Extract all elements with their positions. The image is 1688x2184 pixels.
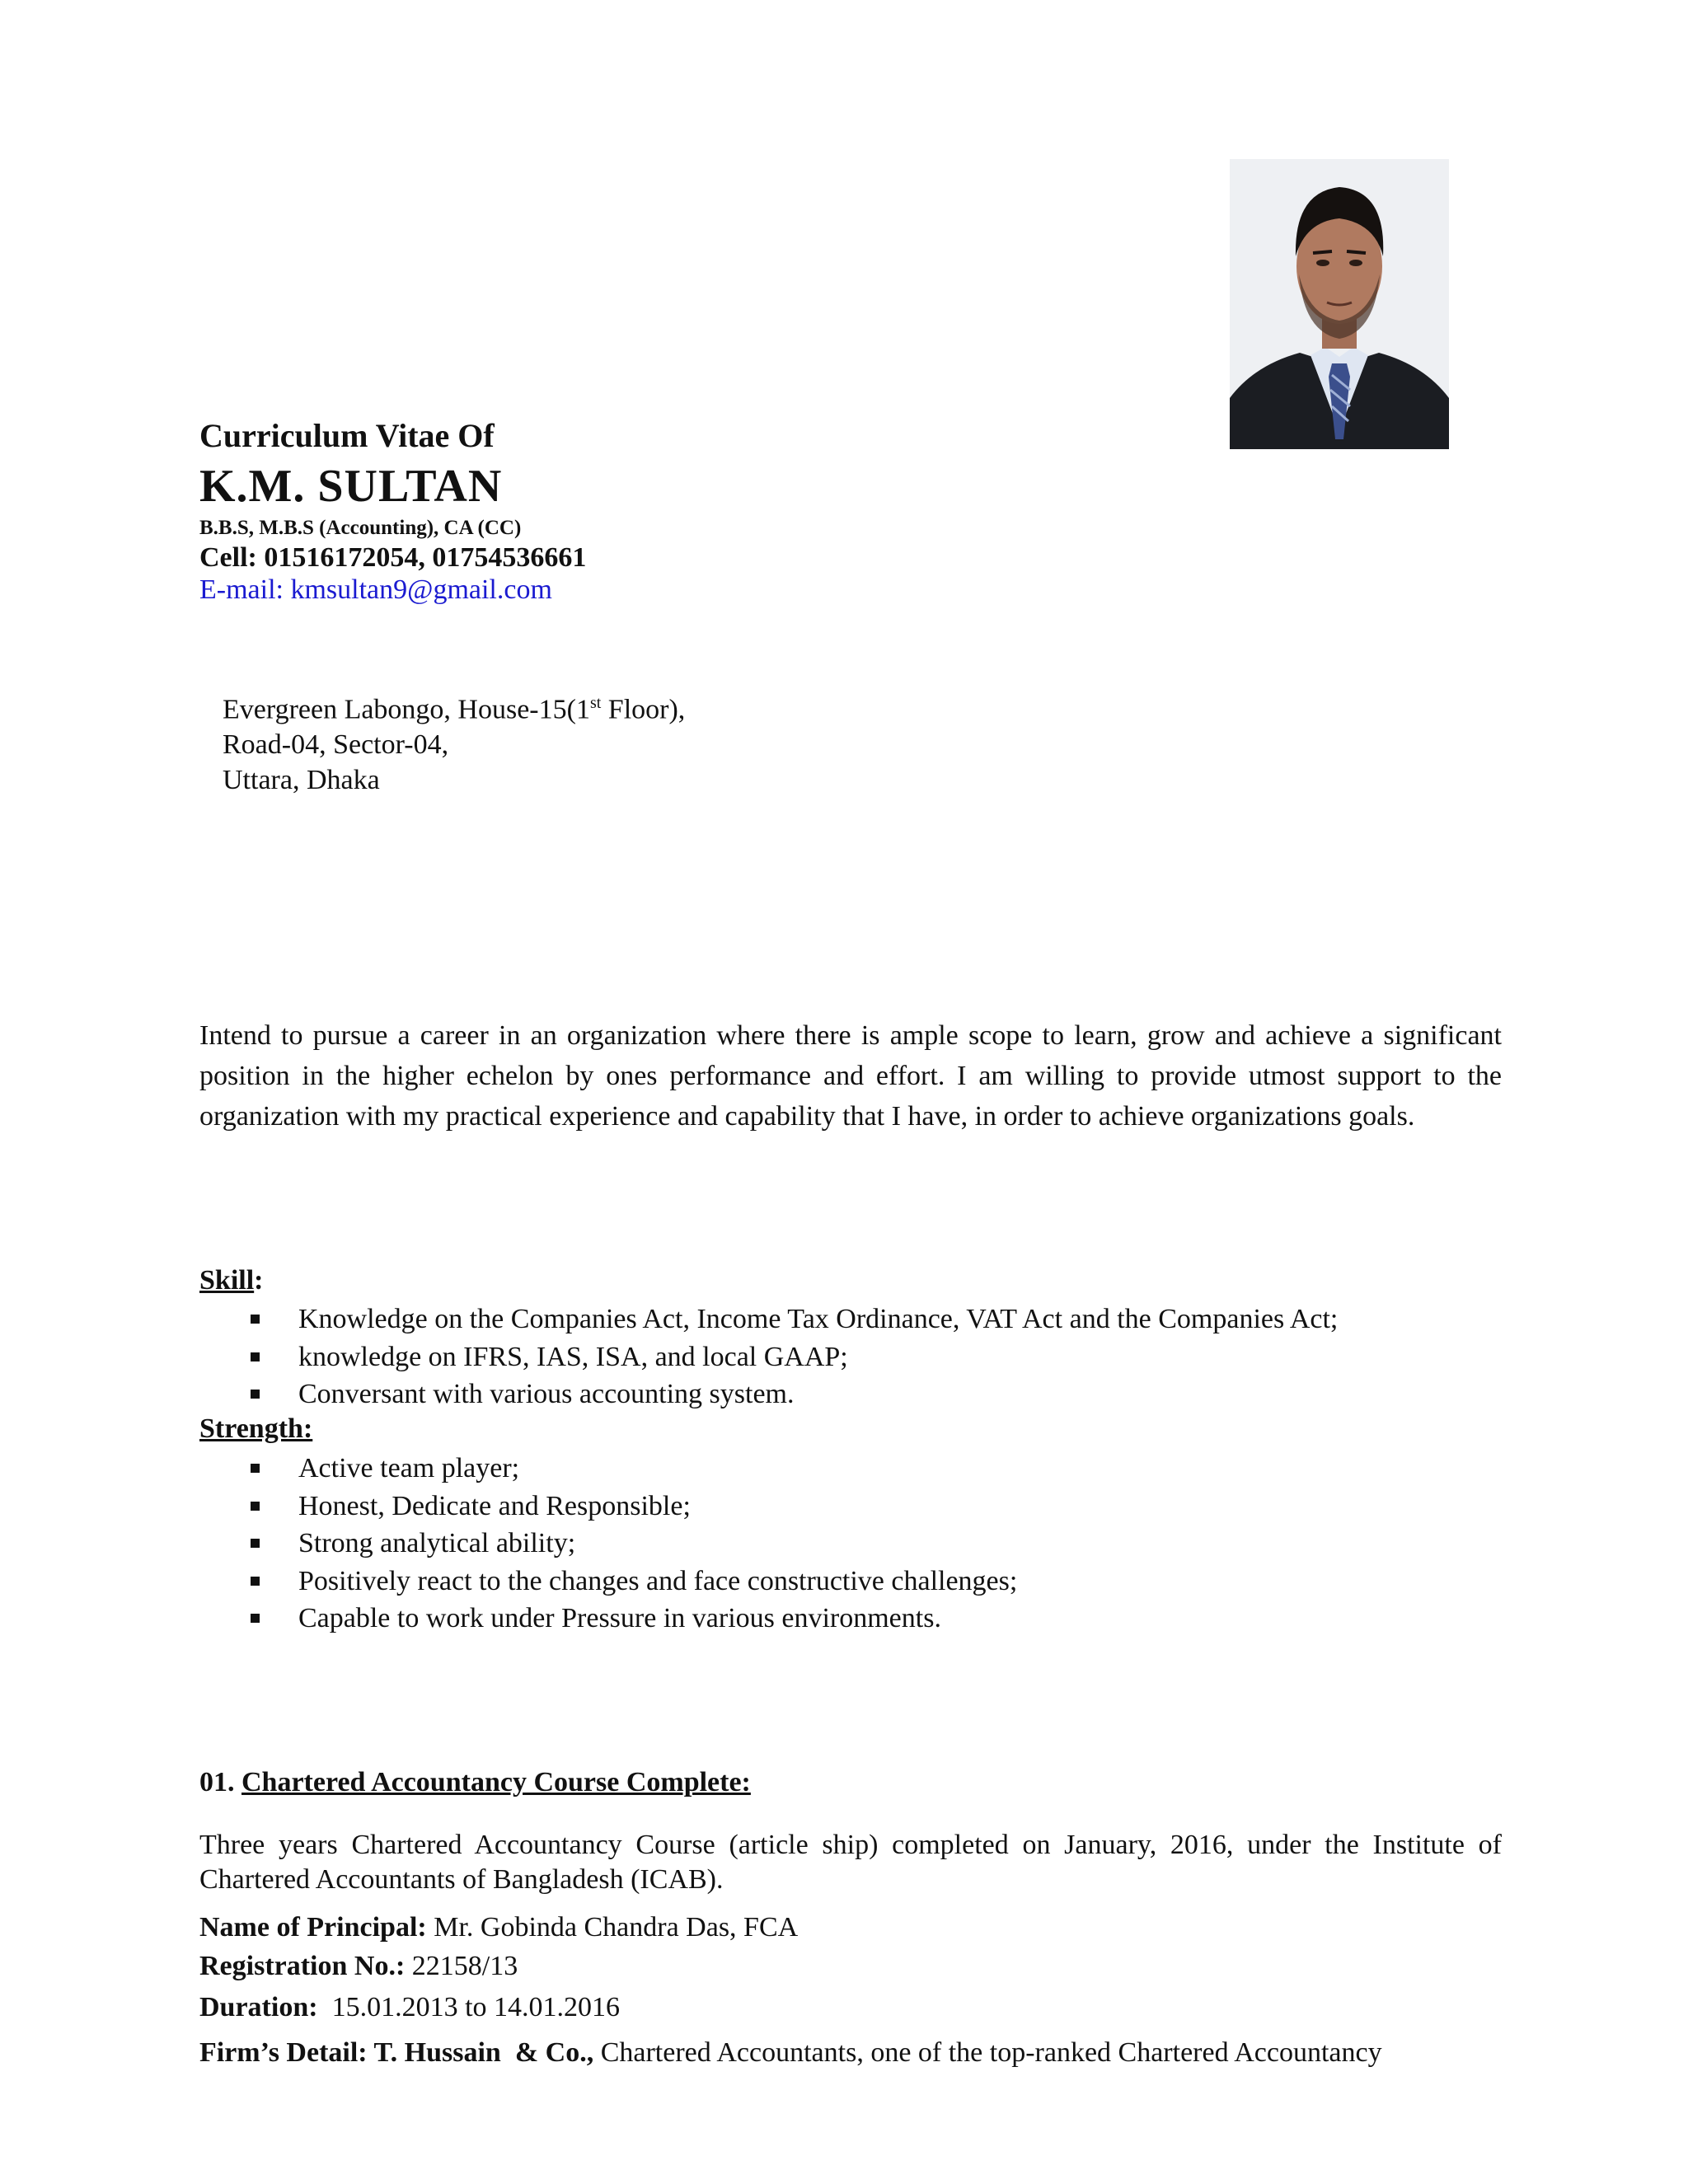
strength-list: [199, 1450, 1017, 1638]
cv-heading: Curriculum Vitae Of: [199, 417, 495, 454]
portrait-illustration: [1230, 159, 1449, 449]
duration-line: Duration: 15.01.2013 to 14.01.2016: [199, 1992, 621, 2022]
list-item: knowledge on IFRS, IAS, ISA, and local GAAP;: [199, 1338, 1338, 1376]
career-objective: Intend to pursue a career in an organization where there is ample scope to learn, grow and achieve a significant position in the higher echelon by ones performance and effort. I am willing to provide utmost support to the organization with my practical experience and capability that I have, in order to achieve organizations goals.: [199, 1020, 1502, 1132]
skill-list: [199, 1301, 1338, 1413]
email-address[interactable]: E-mail: kmsultan9@gmail.com: [199, 574, 552, 605]
list-item: Positively react to the changes and face constructive challenges;: [199, 1563, 1017, 1601]
ca-course-description: Three years Chartered Accountancy Course (article ship) completed on January, 2016, under the Institute of Chartered Accountants of Bangladesh (ICAB).: [199, 1830, 1502, 1895]
address-line-2: Road-04, Sector-04,: [223, 729, 449, 761]
skill-heading: Skill:: [199, 1265, 264, 1296]
principal-line: Name of Principal: Mr. Gobinda Chandra Das, FCA: [199, 1912, 799, 1943]
list-item: Strong analytical ability;: [199, 1525, 1017, 1563]
list-item: Knowledge on the Companies Act, Income Tax Ordinance, VAT Act and the Companies Act;: [199, 1301, 1338, 1338]
strength-heading: Strength:: [199, 1413, 313, 1444]
profile-photo: [1230, 159, 1449, 449]
list-item: Honest, Dedicate and Responsible;: [199, 1488, 1017, 1526]
address-block: [223, 686, 685, 798]
registration-line: Registration No.: 22158/13: [199, 1951, 518, 1981]
list-item: Conversant with various accounting system.: [199, 1376, 1338, 1413]
address-line-3: Uttara, Dhaka: [223, 765, 380, 796]
address-line-1: Evergreen Labongo, House-15(1st Floor),: [223, 694, 686, 725]
candidate-name: K.M. SULTAN: [199, 461, 503, 512]
candidate-degrees: B.B.S, M.B.S (Accounting), CA (CC): [199, 517, 522, 539]
ca-course-heading: 01. Chartered Accountancy Course Complete:: [199, 1767, 751, 1797]
list-item: Active team player;: [199, 1450, 1017, 1488]
firm-detail-line: Firm’s Detail: T. Hussain & Co., Chartered Accountants, one of the top-ranked Chartered Accountancy: [199, 2037, 1382, 2068]
cell-numbers: Cell: 01516172054, 01754536661: [199, 542, 587, 573]
list-item: Capable to work under Pressure in various environments.: [199, 1600, 1017, 1638]
